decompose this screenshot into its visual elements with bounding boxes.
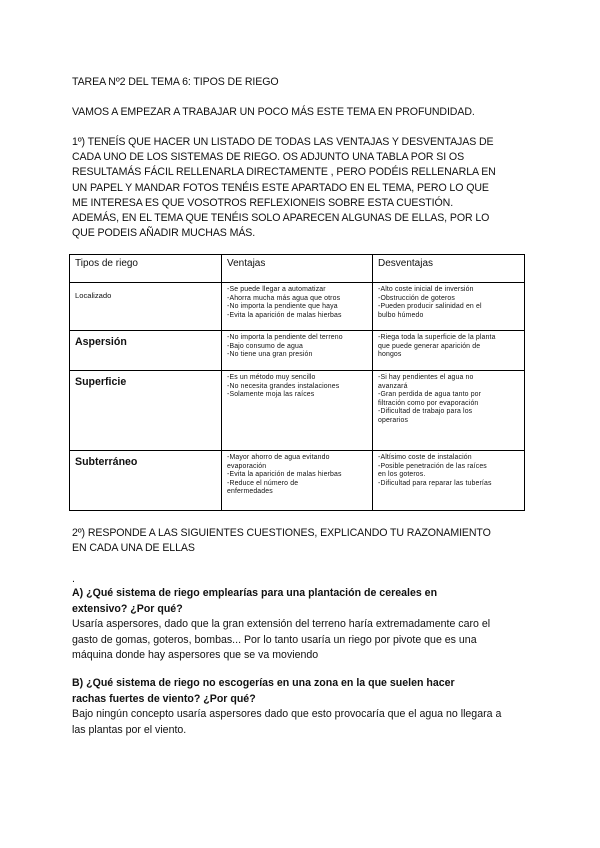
cell-line: avanzará xyxy=(378,382,408,390)
instruction-1-line: ADEMÁS, EN EL TEMA QUE TENÉIS SOLO APARECEN ALGUNAS DE ELLAS, POR LO xyxy=(72,212,490,225)
irrigation-table xyxy=(69,254,525,511)
header-tipos: Tipos de riego xyxy=(70,255,222,283)
cell-line: -Dificultad para reparar las tuberías xyxy=(378,479,492,487)
separator-dot: . xyxy=(72,573,75,585)
cell-line: -Posible penetración de las raíces xyxy=(378,462,487,470)
answer-b-line: Bajo ningún concepto usaría aspersores dado que esto provocaría que el agua no llegara a xyxy=(72,708,502,721)
answer-a-line: máquina donde hay aspersores que se va moviendo xyxy=(72,649,319,662)
instruction-1 xyxy=(72,135,528,241)
instruction-1-line: UN PAPEL Y MANDAR FOTOS TENÉIS ESTE APARTADO EN EL TEMA, PERO LO QUE xyxy=(72,181,489,194)
cell-line: -Es un método muy sencillo xyxy=(227,374,316,381)
row-type-aspersion: Aspersión xyxy=(70,331,222,371)
question-a-line: extensivo? ¿Por qué? xyxy=(72,602,183,615)
header-ventajas: Ventajas xyxy=(222,255,373,283)
cell-line: -No tiene una gran presión xyxy=(227,351,313,359)
instruction-1-line: 1º) TENEÍS QUE HACER UN LISTADO DE TODAS LAS VENTAJAS Y DESVENTAJAS DE xyxy=(72,136,494,148)
cell-line: -Bajo consumo de agua xyxy=(227,342,303,350)
ventajas-cell xyxy=(222,451,373,511)
instruction-1-line: CADA UNO DE LOS SISTEMAS DE RIEGO. OS ADJUNTO UNA TABLA POR SI OS xyxy=(72,151,465,164)
instruction-2-line: 2º) RESPONDE A LAS SIGUIENTES CUESTIONES, EXPLICANDO TU RAZONAMIENTO xyxy=(72,527,491,539)
table-row xyxy=(70,371,525,451)
cell-line: -Reduce el número de xyxy=(227,479,299,487)
table-row xyxy=(70,283,525,331)
answer-a-line: gasto de gomas, goteros, bombas... Por lo tanto usaría un riego por pivote que es una xyxy=(72,633,477,646)
table-row xyxy=(70,331,525,371)
cell-line: -Evita la aparición de malas hierbas xyxy=(227,471,342,479)
intro-paragraph: VAMOS A EMPEZAR A TRABAJAR UN POCO MÁS ESTE TEMA EN PROFUNDIDAD. xyxy=(72,106,475,118)
cell-line: bulbo húmedo xyxy=(378,311,424,319)
instruction-1-line: QUE PODEIS AÑADIR MUCHAS MÁS. xyxy=(72,227,256,240)
row-type-subterraneo: Subterráneo xyxy=(70,451,222,511)
cell-line: -No importa la pendiente del terreno xyxy=(227,334,343,341)
cell-line: -Evita la aparición de malas hierbas xyxy=(227,311,342,319)
instruction-2-line: EN CADA UNA DE ELLAS xyxy=(72,542,195,555)
cell-line: -Ahorra mucha más agua que otros xyxy=(227,294,341,302)
desventajas-cell xyxy=(373,283,525,331)
cell-line: -Dificultad de trabajo para los xyxy=(378,408,473,416)
table-header-row xyxy=(70,255,525,283)
cell-line: -Se puede llegar a automatizar xyxy=(227,286,326,293)
instruction-1-line: RESULTAMÁS FÁCIL RELLENARLA DIRECTAMENTE , PERO PODÉIS RELLENARLA EN xyxy=(72,166,496,179)
question-a xyxy=(72,586,528,664)
cell-line: -No importa la pendiente que haya xyxy=(227,303,338,311)
cell-line: filtración como por evaporación xyxy=(378,399,479,407)
question-b-line: B) ¿Qué sistema de riego no escogerías en una zona en la que suelen hacer xyxy=(72,677,455,689)
cell-line: hongos xyxy=(378,351,402,359)
cell-line: en los goteros. xyxy=(378,471,426,479)
cell-line: operarios xyxy=(378,416,409,424)
header-desventajas: Desventajas xyxy=(373,255,525,283)
instruction-1-line: ME INTERESA ES QUE VOSOTROS REFLEXIONEIS SOBRE ESTA CUESTIÓN. xyxy=(72,196,454,209)
cell-line: -Obstrucción de goteros xyxy=(378,294,455,302)
ventajas-cell xyxy=(222,283,373,331)
instruction-2 xyxy=(72,526,528,556)
cell-line: -Riega toda la superficie de la planta xyxy=(378,334,496,341)
answer-a-line: Usaría aspersores, dado que la gran extensión del terreno haría extremadamente caro el xyxy=(72,618,491,631)
row-type-superficie: Superficie xyxy=(70,371,222,451)
cell-line: -Mayor ahorro de agua evitando xyxy=(227,454,330,461)
cell-line: -Si hay pendientes el agua no xyxy=(378,374,474,381)
cell-line: -Pueden producir salinidad en el xyxy=(378,303,482,311)
cell-line: evaporación xyxy=(227,462,267,470)
question-a-line: A) ¿Qué sistema de riego emplearías para una plantación de cereales en xyxy=(72,587,438,599)
cell-line: -Solamente moja las raíces xyxy=(227,391,315,399)
ventajas-cell xyxy=(222,371,373,451)
desventajas-cell xyxy=(373,451,525,511)
cell-line: -Gran perdida de agua tanto por xyxy=(378,391,482,399)
question-b xyxy=(72,676,528,738)
desventajas-cell xyxy=(373,371,525,451)
question-b-line: rachas fuertes de viento? ¿Por qué? xyxy=(72,692,256,705)
row-type-localizado: Localizado xyxy=(70,283,222,331)
document-title: TAREA Nº2 DEL TEMA 6: TIPOS DE RIEGO xyxy=(72,76,279,88)
cell-line: -Alto coste inicial de inversión xyxy=(378,286,474,293)
cell-line: que puede generar aparición de xyxy=(378,342,481,350)
cell-line: -No necesita grandes instalaciones xyxy=(227,382,340,390)
cell-line: enfermedades xyxy=(227,488,273,496)
desventajas-cell xyxy=(373,331,525,371)
cell-line: -Altísimo coste de instalación xyxy=(378,454,472,461)
table-row xyxy=(70,451,525,511)
answer-b-line: las plantas por el viento. xyxy=(72,723,187,736)
ventajas-cell xyxy=(222,331,373,371)
